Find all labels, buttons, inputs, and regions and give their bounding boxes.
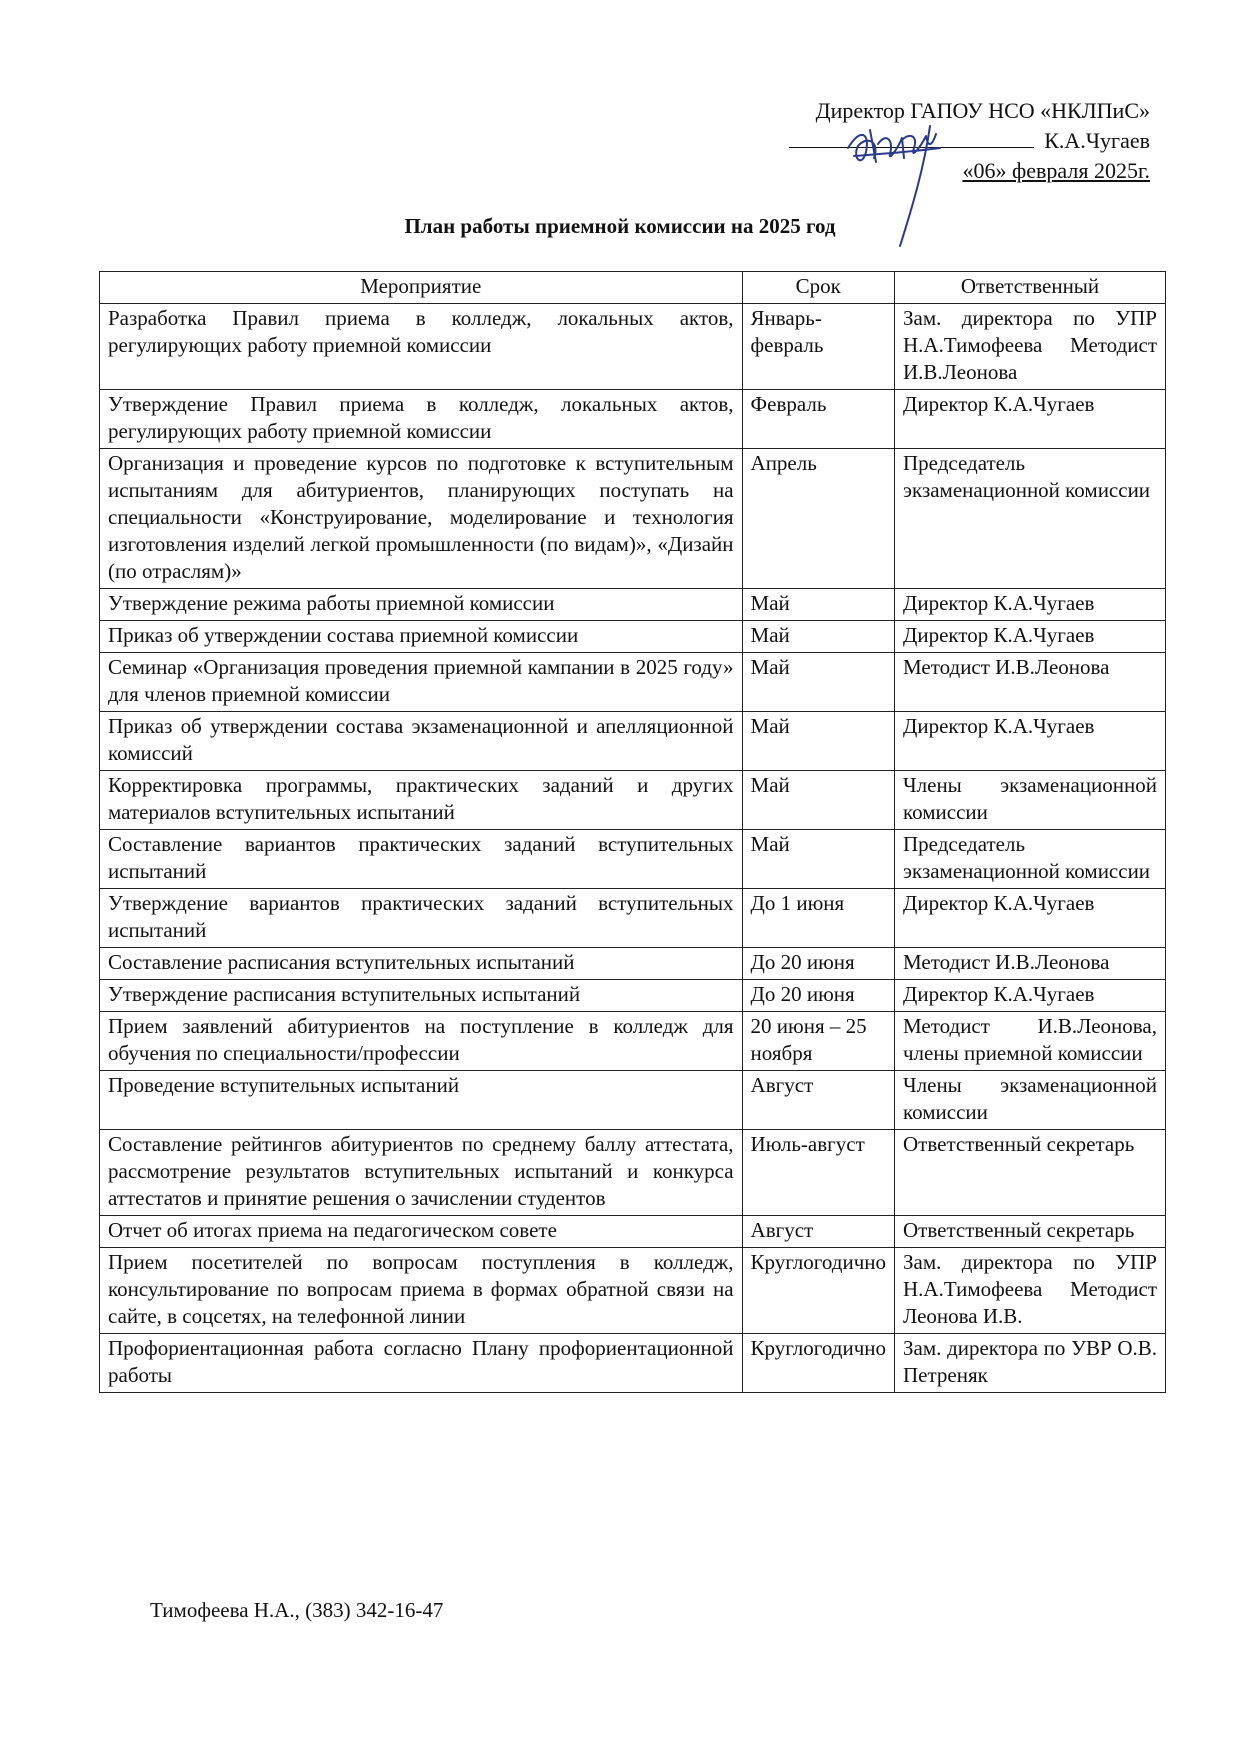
term-cell: Февраль <box>742 390 894 449</box>
term-cell: Май <box>742 712 894 771</box>
event-cell: Утверждение Правил приема в колледж, локальных актов, регулирующих работу приемной комиссии <box>100 390 743 449</box>
term-cell: Май <box>742 653 894 712</box>
table-row <box>100 771 1166 830</box>
responsible-cell: Ответственный секретарь <box>895 1130 1166 1216</box>
event-cell: Составление вариантов практических заданий вступительных испытаний <box>100 830 743 889</box>
table-row <box>100 1071 1166 1130</box>
table-row <box>100 653 1166 712</box>
table-row <box>100 1130 1166 1216</box>
responsible-cell: Директор К.А.Чугаев <box>895 390 1166 449</box>
table-row <box>100 304 1166 390</box>
table-row <box>100 1012 1166 1071</box>
event-cell: Приказ об утверждении состава экзаменационной и апелляционной комиссий <box>100 712 743 771</box>
event-cell: Составление расписания вступительных испытаний <box>100 948 743 980</box>
event-cell: Корректировка программы, практических заданий и других материалов вступительных испытаний <box>100 771 743 830</box>
approval-title: Директор ГАПОУ НСО «НКЛПиС» <box>815 98 1150 123</box>
responsible-cell: Зам. директора по УВР О.В. Петреняк <box>895 1334 1166 1393</box>
event-cell: Прием посетителей по вопросам поступления в колледж, консультирование по вопросам приема в формах обратной связи на сайте, в соцсетях, на телефонной линии <box>100 1248 743 1334</box>
term-cell: Август <box>742 1071 894 1130</box>
responsible-cell: Директор К.А.Чугаев <box>895 712 1166 771</box>
responsible-cell: Председатель экзаменационной комиссии <box>895 449 1166 589</box>
event-cell: Разработка Правил приема в колледж, локальных актов, регулирующих работу приемной комиссии <box>100 304 743 390</box>
table-row <box>100 830 1166 889</box>
term-cell: До 20 июня <box>742 948 894 980</box>
director-name: К.А.Чугаев <box>1044 128 1150 153</box>
term-cell: 20 июня – 25 ноября <box>742 1012 894 1071</box>
table-row <box>100 1334 1166 1393</box>
term-cell: Май <box>742 830 894 889</box>
responsible-cell: Директор К.А.Чугаев <box>895 621 1166 653</box>
responsible-cell: Ответственный секретарь <box>895 1216 1166 1248</box>
event-cell: Отчет об итогах приема на педагогическом совете <box>100 1216 743 1248</box>
event-cell: Профориентационная работа согласно Плану профориентационной работы <box>100 1334 743 1393</box>
responsible-cell: Зам. директора по УПР Н.А.Тимофеева Методист Леонова И.В. <box>895 1248 1166 1334</box>
term-cell: Май <box>742 771 894 830</box>
table-row <box>100 980 1166 1012</box>
event-cell: Проведение вступительных испытаний <box>100 1071 743 1130</box>
event-cell: Утверждение расписания вступительных испытаний <box>100 980 743 1012</box>
term-cell: До 20 июня <box>742 980 894 1012</box>
responsible-cell: Зам. директора по УПР Н.А.Тимофеева Методист И.В.Леонова <box>895 304 1166 390</box>
table-body <box>100 304 1166 1393</box>
term-cell: Круглогодично <box>742 1248 894 1334</box>
responsible-cell: Председатель экзаменационной комиссии <box>895 830 1166 889</box>
term-cell: Май <box>742 621 894 653</box>
table-row <box>100 948 1166 980</box>
responsible-cell: Методист И.В.Леонова, члены приемной комиссии <box>895 1012 1166 1071</box>
approval-date: «06» февраля 2025г. <box>962 158 1150 183</box>
term-cell: Январь-февраль <box>742 304 894 390</box>
responsible-cell: Методист И.В.Леонова <box>895 948 1166 980</box>
table-row <box>100 621 1166 653</box>
table-row <box>100 1248 1166 1334</box>
event-cell: Организация и проведение курсов по подготовке к вступительным испытаниям для абитуриентов, планирующих поступать на специальности «Конструирование, моделирование и технология изготовления изделий легкой промышленности (по видам)», «Дизайн (по отраслям)» <box>100 449 743 589</box>
table-row <box>100 712 1166 771</box>
table-row <box>100 589 1166 621</box>
event-cell: Утверждение вариантов практических заданий вступительных испытаний <box>100 889 743 948</box>
responsible-cell: Члены экзаменационной комиссии <box>895 771 1166 830</box>
responsible-cell: Директор К.А.Чугаев <box>895 980 1166 1012</box>
table-row <box>100 1216 1166 1248</box>
responsible-cell: Члены экзаменационной комиссии <box>895 1071 1166 1130</box>
table-row <box>100 889 1166 948</box>
event-cell: Составление рейтингов абитуриентов по среднему баллу аттестата, рассмотрение результатов вступительных испытаний и конкурса аттестатов и принятие решения о зачислении студентов <box>100 1130 743 1216</box>
plan-table <box>99 271 1166 1393</box>
responsible-cell: Директор К.А.Чугаев <box>895 589 1166 621</box>
header-term: Срок <box>742 272 894 304</box>
event-cell: Приказ об утверждении состава приемной комиссии <box>100 621 743 653</box>
responsible-cell: Директор К.А.Чугаев <box>895 889 1166 948</box>
table-row <box>100 449 1166 589</box>
table-row <box>100 390 1166 449</box>
term-cell: Июль-август <box>742 1130 894 1216</box>
page-title: План работы приемной комиссии на 2025 год <box>404 214 836 238</box>
term-cell: Апрель <box>742 449 894 589</box>
table-header-row <box>100 272 1166 304</box>
header-event: Мероприятие <box>100 272 743 304</box>
responsible-cell: Методист И.В.Леонова <box>895 653 1166 712</box>
term-cell: Май <box>742 589 894 621</box>
footer-contact: Тимофеева Н.А., (383) 342-16-47 <box>150 1598 444 1622</box>
event-cell: Утверждение режима работы приемной комиссии <box>100 589 743 621</box>
header-responsible: Ответственный <box>895 272 1166 304</box>
event-cell: Прием заявлений абитуриентов на поступление в колледж для обучения по специальности/профессии <box>100 1012 743 1071</box>
term-cell: До 1 июня <box>742 889 894 948</box>
term-cell: Август <box>742 1216 894 1248</box>
event-cell: Семинар «Организация проведения приемной кампании в 2025 году» для членов приемной комиссии <box>100 653 743 712</box>
term-cell: Круглогодично <box>742 1334 894 1393</box>
